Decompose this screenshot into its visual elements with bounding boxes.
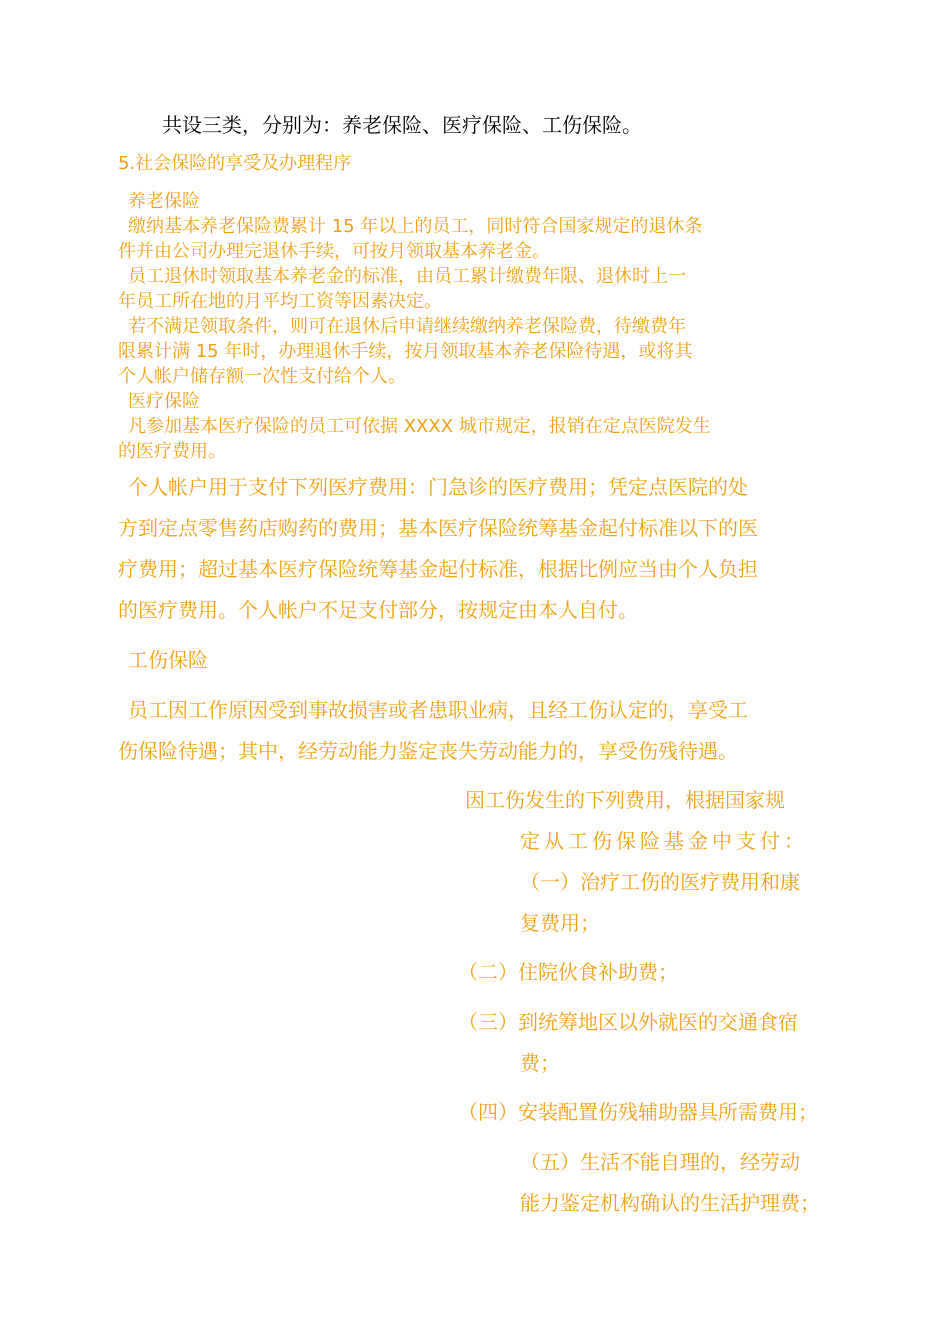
medical-paragraph-2-line: 方到定点零售药店购药的费用；基本医疗保险统筹基金起付标准以下的医 — [118, 516, 758, 540]
medical-paragraph-1-line: 凡参加基本医疗保险的员工可依据 XXXX 城市规定，报销在定点医院发生 — [128, 416, 711, 437]
pension-paragraph-3-line: 限累计满 15 年时，办理退休手续，按月领取基本养老保险待遇，或将其 — [118, 341, 693, 362]
medical-heading: 医疗保险 — [128, 391, 200, 412]
fees-intro-line: 定从工伤保险基金中支付： — [520, 829, 808, 853]
intro-line: 共设三类，分别为：养老保险、医疗保险、工伤保险。 — [162, 113, 642, 137]
pension-heading: 养老保险 — [128, 191, 200, 212]
fee-item: （五）生活不能自理的，经劳动 — [520, 1150, 800, 1174]
fee-item: 费； — [520, 1051, 560, 1075]
fee-item: 复费用； — [520, 911, 600, 935]
pension-paragraph-2-line: 员工退休时领取基本养老金的标准，由员工累计缴费年限、退休时上一 — [128, 266, 686, 287]
pension-paragraph-2-line: 年员工所在地的月平均工资等因素决定。 — [118, 291, 442, 312]
fee-item: （三）到统筹地区以外就医的交通食宿 — [458, 1010, 798, 1034]
fee-item: （四）安装配置伤残辅助器具所需费用； — [458, 1100, 818, 1124]
fees-intro-line: 因工伤发生的下列费用，根据国家规 — [465, 788, 785, 812]
medical-paragraph-2-line: 个人帐户用于支付下列医疗费用：门急诊的医疗费用；凭定点医院的处 — [128, 475, 748, 499]
pension-paragraph-3-line: 若不满足领取条件，则可在退休后申请继续缴纳养老保险费，待缴费年 — [128, 316, 686, 337]
injury-paragraph-line: 员工因工作原因受到事故损害或者患职业病，且经工伤认定的，享受工 — [128, 698, 748, 722]
pension-paragraph-1-line: 缴纳基本养老保险费累计 15 年以上的员工，同时符合国家规定的退休条 — [128, 216, 703, 237]
section-heading: 5.社会保险的享受及办理程序 — [118, 153, 352, 174]
pension-paragraph-3-line: 个人帐户储存额一次性支付给个人。 — [118, 366, 406, 387]
injury-heading: 工伤保险 — [128, 648, 208, 672]
medical-paragraph-1-line: 的医疗费用。 — [118, 441, 226, 462]
medical-paragraph-2-line: 的医疗费用。个人帐户不足支付部分，按规定由本人自付。 — [118, 598, 638, 622]
pension-paragraph-1-line: 件并由公司办理完退休手续，可按月领取基本养老金。 — [118, 241, 550, 262]
injury-paragraph-line: 伤保险待遇；其中，经劳动能力鉴定丧失劳动能力的，享受伤残待遇。 — [118, 739, 738, 763]
medical-paragraph-2-line: 疗费用；超过基本医疗保险统筹基金起付标准，根据比例应当由个人负担 — [118, 557, 758, 581]
fee-item: 能力鉴定机构确认的生活护理费； — [520, 1191, 820, 1215]
fee-item: （一）治疗工伤的医疗费用和康 — [520, 870, 800, 894]
fee-item: （二）住院伙食补助费； — [458, 960, 678, 984]
